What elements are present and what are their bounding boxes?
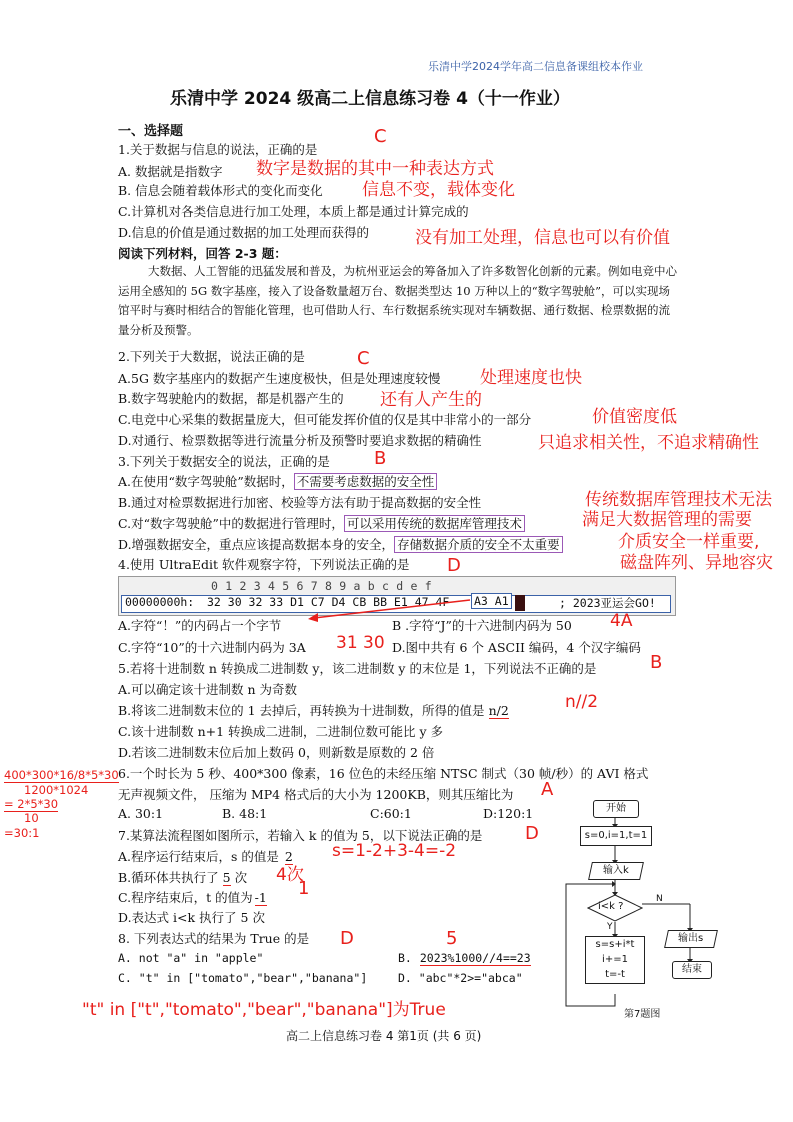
q6-calc-numerator: 400*300*16/8*5*30: [4, 768, 119, 782]
q3-a-highlight: 不需要考虑数据的安全性: [294, 473, 438, 490]
q2-option-d: D.对通行、检票数据等进行流量分析及预警时要追求数据的精确性: [118, 433, 482, 448]
q1-answer: C: [374, 126, 387, 147]
q3-b-note: 传统数据库管理技术无法: [585, 490, 772, 510]
q8-option-d: D. "abc"*2>="abca": [398, 971, 523, 985]
q7-option-b: [118, 868, 247, 886]
q4-stem: 4.使用 UltraEdit 软件观察字符，下列说法正确的是: [118, 557, 410, 572]
q6-stem-line1: 6.一个时长为 5 秒、400*300 像素，16 位色的未经压缩 NTSC 制式（30 帧/秒）的 AVI 格式: [118, 766, 649, 781]
q6-calc-step-denom: 10: [24, 811, 39, 825]
q8-note: "t" in ["t","tomato","bear","banana"]为True: [82, 1000, 446, 1020]
hex-address: 00000000h:: [125, 595, 195, 609]
q6-calc-step-text: = 2*5*30: [4, 797, 59, 811]
q5-b-answer: n/2: [488, 703, 509, 718]
hex-highlight-bytes: A3 A1: [471, 593, 512, 609]
q3-d-note-2: 磁盘阵列、异地容灾: [620, 553, 773, 573]
q4-option-b: B .字符“J”的十六进制内码为 50: [392, 618, 572, 633]
q2-stem: 2.下列关于大数据，说法正确的是: [118, 349, 305, 364]
flowchart-end: 结束: [672, 961, 712, 979]
q6-option-d: D:120:1: [483, 806, 534, 821]
q7-stem: 7.某算法流程图如图所示，若输入 k 的值为 5，以下说法正确的是: [118, 828, 483, 843]
q8-stem: 8. 下列表达式的结果为 True 的是: [118, 931, 310, 946]
q5-b-text: B.将该二进制数末位的 1 去掉后，再转换为十进制数，所得的值是: [118, 703, 485, 718]
q6-option-a: A. 30:1: [118, 806, 164, 821]
q1-option-d: D.信息的价值是通过数据的加工处理而获得的: [118, 225, 370, 240]
q2-answer: C: [357, 348, 370, 369]
q3-option-b: B.通过对检票数据进行加密、校验等方法有助于提高数据的安全性: [118, 495, 482, 510]
flowchart-body-line2: i+=1: [602, 954, 628, 965]
q8-option-b: [398, 951, 531, 965]
q5-option-c: C.该十进制数 n+1 转换成二进制，二进制位数可能比 y 多: [118, 724, 444, 739]
hex-text-column: [559, 595, 656, 611]
flowchart-body-line3: t=-t: [605, 969, 625, 980]
q4-option-c: C.字符“10”的十六进制内码为 3A: [118, 640, 306, 655]
q7-option-a: [118, 847, 293, 865]
q5-option-d: D.若该二进制数末位后加上数码 0，则新数是原数的 2 倍: [118, 745, 435, 760]
q1-b-note: 信息不变，载体变化: [362, 180, 515, 200]
flowchart-init: s=0,i=1,t=1: [580, 826, 652, 846]
q3-c-note: 满足大数据管理的需要: [582, 510, 752, 530]
hex-bytes: 32 30 32 33 D1 C7 D4 CB BB E1 47 4F: [207, 595, 450, 609]
q8-answer: D: [340, 928, 354, 949]
q6-calc-step: [4, 797, 58, 811]
q5-b-note: n//2: [565, 692, 599, 712]
q7-a-note: s=1-2+3-4=-2: [332, 841, 457, 861]
q1-stem: 1.关于数据与信息的说法，正确的是: [118, 142, 318, 157]
q8-option-c: C. "t" in ["tomato","bear","banana"]: [118, 971, 368, 985]
q3-d-note-1: 介质安全一样重要,: [618, 532, 760, 552]
q3-option-d: [118, 535, 563, 553]
q1-option-b: B. 信息会随着载体形式的变化而变化: [118, 183, 323, 198]
q2-d-note: 只追求相关性，不追求精确性: [538, 433, 759, 453]
q7-answer: D: [525, 823, 539, 844]
flowchart-yes-label: Y: [607, 922, 613, 932]
flowchart-caption: 第7题图: [624, 1009, 661, 1020]
q6-calc-denominator: 1200*1024: [24, 783, 89, 797]
q3-d-text: D.增强数据安全，重点应该提高数据本身的安全，: [118, 537, 395, 552]
q7-b-answer: 5: [222, 870, 231, 885]
q4-answer: D: [447, 555, 461, 576]
flowchart-loop-body: [585, 936, 645, 984]
q4-option-d: D.图中共有 6 个 ASCII 编码，4 个汉字编码: [392, 640, 641, 655]
flowchart-body-line1: s=s+i*t: [595, 939, 635, 950]
hex-cursor: [515, 595, 525, 611]
flowchart-no-label: N: [656, 894, 663, 904]
q4-b-note: 4A: [610, 611, 633, 631]
q7-a-answer: 2: [284, 849, 293, 864]
q8-b-label: B.: [398, 951, 412, 965]
q3-c-text: C.对“数字驾驶舱”中的数据进行管理时，: [118, 516, 344, 531]
q3-c-highlight: 可以采用传统的数据库管理技术: [344, 515, 525, 532]
flowchart-input: [588, 862, 644, 880]
q5-stem: 5.若将十进制数 n 转换成二进制数 y，该二进制数 y 的末位是 1，下列说法不正确的是: [118, 661, 597, 676]
q2-option-c: C.电竞中心采集的数据量庞大，但可能发挥价值的仅是其中非常小的一部分: [118, 412, 532, 427]
q2-option-b: B.数字驾驶舱内的数据，都是机器产生的: [118, 391, 344, 406]
q1-option-a: A. 数据就是指数字: [118, 164, 223, 179]
q8-b-expression: 2023%1000//4==23: [419, 951, 531, 965]
flowchart-input-text: 输入k: [603, 865, 629, 876]
q1-option-c: C.计算机对各类信息进行加工处理，本质上都是通过计算完成的: [118, 204, 469, 219]
hex-text: ; 2023亚运会GO!: [559, 596, 656, 610]
flowchart-start: 开始: [593, 800, 639, 818]
q7-b-post: 次: [234, 870, 248, 885]
page-header: 乐清中学2024学年高二信息备课组校本作业: [428, 60, 643, 73]
q3-option-a: [118, 472, 437, 490]
flowchart-output-text: 输出s: [678, 933, 704, 944]
reading-intro: 阅读下列材料，回答 2-3 题：: [118, 246, 287, 261]
q7-c-note: 1: [298, 878, 310, 899]
page-footer: 高二上信息练习卷 4 第1页 (共 6 页): [286, 1029, 482, 1043]
q5-option-a: A.可以确定该十进制数 n 为奇数: [118, 682, 297, 697]
q1-d-note: 没有加工处理，信息也可以有价值: [415, 228, 670, 248]
flowchart-output: [664, 930, 718, 948]
q7-b-text: B.循环体共执行了: [118, 870, 219, 885]
flowchart-condition: i<k ?: [598, 901, 624, 912]
q5-answer: B: [650, 652, 663, 673]
q3-option-c: [118, 514, 525, 532]
q3-stem: 3.下列关于数据安全的说法，正确的是: [118, 454, 330, 469]
q3-d-highlight: 存储数据介质的安全不太重要: [394, 536, 563, 553]
q6-calc-result: =30:1: [4, 826, 40, 840]
q2-a-note: 处理速度也快: [480, 368, 582, 388]
q6-answer: A: [541, 779, 554, 800]
q7-a-text: A.程序运行结束后，s 的值是: [118, 849, 279, 864]
q6-option-b: B. 48:1: [222, 806, 268, 821]
q7-c-text: C.程序结束后，t 的值为: [118, 890, 253, 905]
q7-b-note: 4次: [276, 865, 304, 885]
q3-a-text: A.在使用“数字驾驶舱”数据时，: [118, 474, 294, 489]
q1-a-note: 数字是数据的其中一种表达方式: [256, 159, 494, 179]
q7-c-answer: -1: [254, 890, 267, 905]
q5-option-b: [118, 701, 509, 719]
q7-option-c: [118, 888, 267, 906]
q2-c-note: 价值密度低: [592, 407, 677, 427]
q2-option-a: A.5G 数字基座内的数据产生速度极快，但是处理速度较慢: [118, 371, 441, 386]
q8-b-note: 5: [446, 928, 458, 949]
page-title: 乐清中学 2024 级高二上信息练习卷 4（十一作业）: [170, 89, 570, 109]
q7-option-d: D.表达式 i<k 执行了 5 次: [118, 910, 265, 925]
q6-stem-line2: 无声视频文件， 压缩为 MP4 格式后的大小为 1200KB，则其压缩比为: [118, 787, 514, 802]
q4-option-a: A.字符“！”的内码占一个字节: [118, 618, 282, 633]
q8-option-a: A. not "a" in "apple": [118, 951, 264, 965]
q6-option-c: C:60:1: [370, 806, 412, 821]
reading-passage: 大数据、人工智能的迅猛发展和普及，为杭州亚运会的筹备加入了许多数智化创新的元素。例如电竞中心运用全感知的 5G 数字基座，接入了设备数量超万台、数据类型达 10 万种以上的“数字驾驶舱”，可以实现场馆平时与赛时相结合的智能化管理，也可借助人行、车行数据系统实现对车辆数据、通行数据、检票数据的流量分析及预警。: [118, 264, 677, 337]
hex-ruler: 0 1 2 3 4 5 6 7 8 9 a b c d e f: [211, 579, 432, 593]
q4-c-note: 31 30: [336, 633, 385, 653]
section-heading: 一、选择题: [118, 124, 184, 139]
q2-b-note: 还有人产生的: [380, 390, 482, 410]
q3-answer: B: [374, 448, 387, 469]
